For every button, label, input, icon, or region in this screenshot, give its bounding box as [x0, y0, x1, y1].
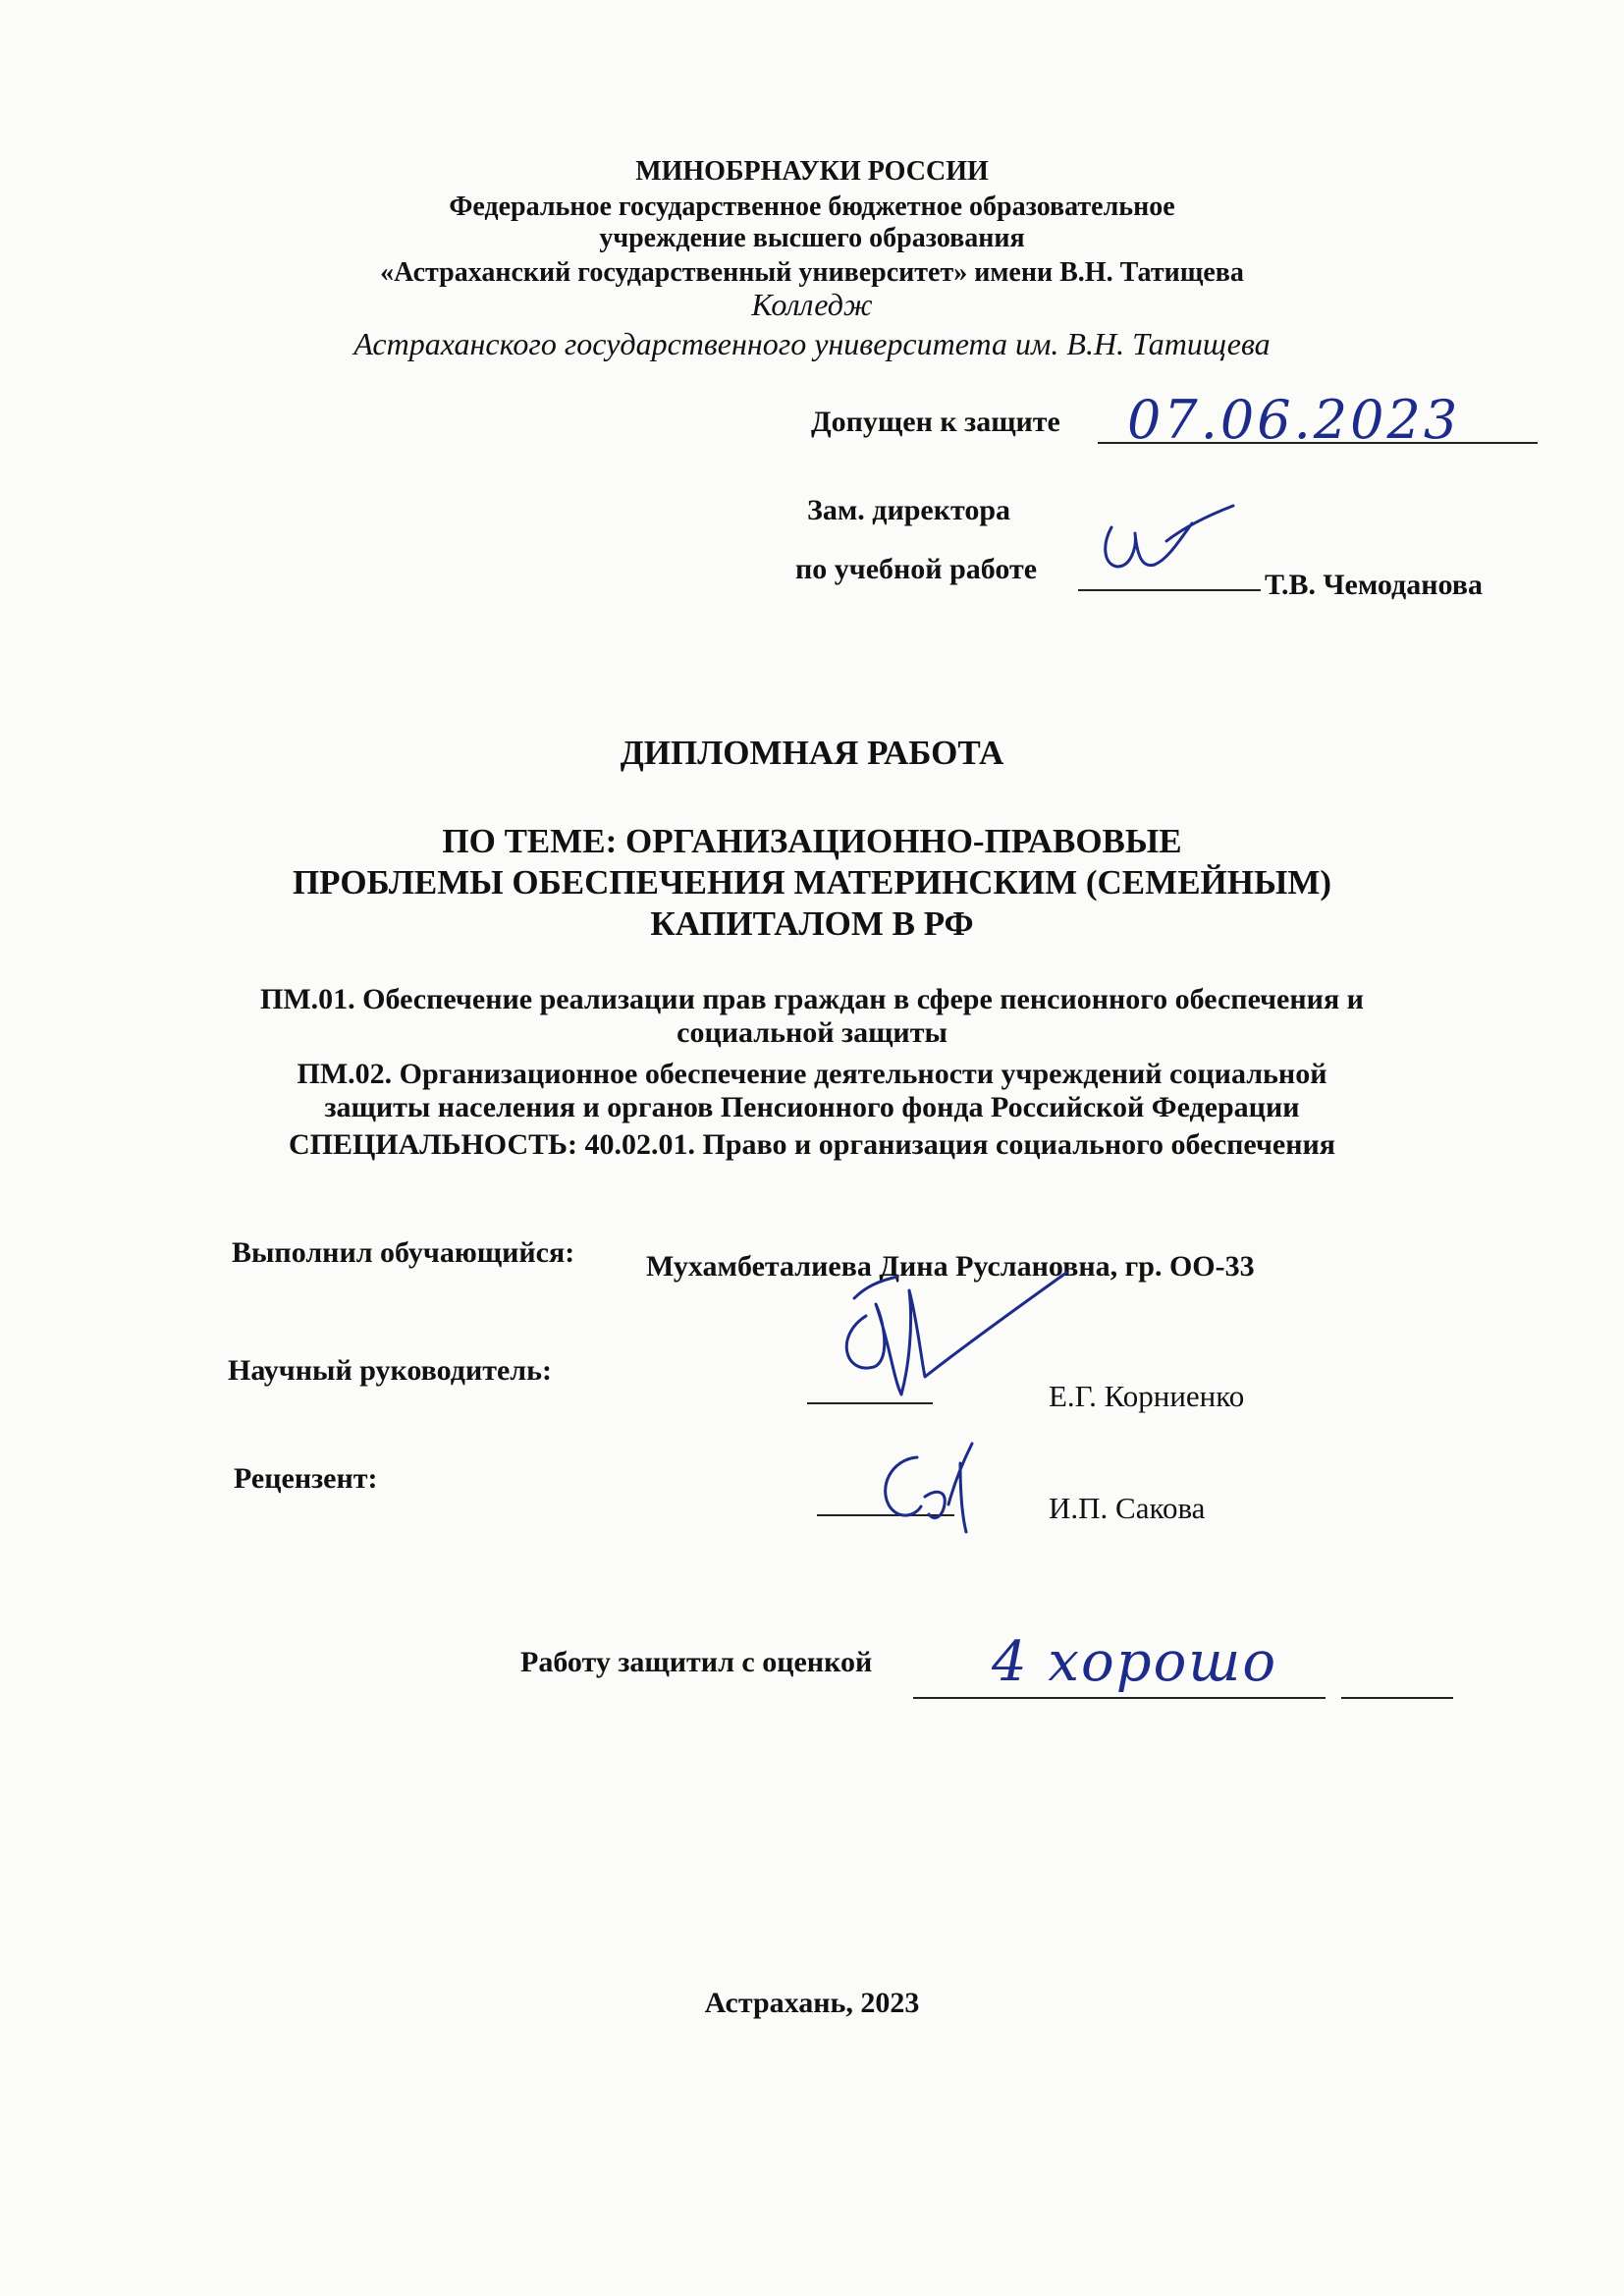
- specialty: СПЕЦИАЛЬНОСТЬ: 40.02.01. Право и организация социального обеспечения: [288, 1128, 1336, 1161]
- city-year: Астрахань, 2023: [704, 1987, 920, 2019]
- work-type-title: ДИПЛОМНАЯ РАБОТА: [620, 734, 1004, 772]
- module-pm02-line-2: защиты населения и органов Пенсионного фонда Российской Федерации: [324, 1091, 1300, 1123]
- topic-line-3: КАПИТАЛОМ В РФ: [650, 904, 974, 943]
- supervisor-signature: [815, 1247, 1070, 1414]
- module-pm02-line-1: ПМ.02. Организационное обеспечение деятельности учреждений социальной: [297, 1058, 1327, 1090]
- deputy-label-line-2: по учебной работе: [795, 553, 1038, 585]
- grade-line-extra: [1341, 1697, 1453, 1699]
- module-pm01-line-2: социальной защиты: [677, 1016, 947, 1049]
- deputy-signature: [1090, 496, 1237, 594]
- admitted-date: 07.06.2023: [1127, 389, 1461, 451]
- org-line-3: «Астраханский государственный университет» имени В.Н. Татищева: [380, 257, 1244, 288]
- deputy-name: Т.В. Чемоданова: [1265, 569, 1483, 601]
- reviewer-label: Рецензент:: [234, 1462, 378, 1495]
- org-line-2: учреждение высшего образования: [599, 223, 1025, 253]
- reviewer-signature: [864, 1434, 1011, 1542]
- grade-line: [913, 1697, 1326, 1699]
- topic-line-1: ПО ТЕМЕ: ОРГАНИЗАЦИОННО-ПРАВОВЫЕ: [442, 822, 1182, 860]
- supervisor-label: Научный руководитель:: [228, 1354, 552, 1387]
- reviewer-name: И.П. Сакова: [1049, 1491, 1206, 1525]
- college-line-1: Колледж: [751, 287, 873, 322]
- deputy-label-line-1: Зам. директора: [807, 494, 1011, 526]
- module-pm01-line-1: ПМ.01. Обеспечение реализации прав граждан в сфере пенсионного обеспечения и: [260, 983, 1364, 1015]
- ministry-name: МИНОБРНАУКИ РОССИИ: [635, 156, 989, 187]
- student-name: Мухамбеталиева Дина Руслановна, гр. ОО-33: [646, 1250, 1255, 1283]
- grade-value: 4 хорошо: [992, 1630, 1278, 1694]
- student-label: Выполнил обучающийся:: [232, 1236, 575, 1269]
- grade-label: Работу защитил с оценкой: [520, 1646, 873, 1678]
- topic-line-2: ПРОБЛЕМЫ ОБЕСПЕЧЕНИЯ МАТЕРИНСКИМ (СЕМЕЙНЫМ): [292, 863, 1332, 902]
- college-line-2: Астраханского государственного университета им. В.Н. Татищева: [353, 326, 1271, 361]
- org-line-1: Федеральное государственное бюджетное образовательное: [449, 191, 1175, 222]
- admitted-label: Допущен к защите: [811, 406, 1060, 438]
- supervisor-name: Е.Г. Корниенко: [1049, 1379, 1245, 1413]
